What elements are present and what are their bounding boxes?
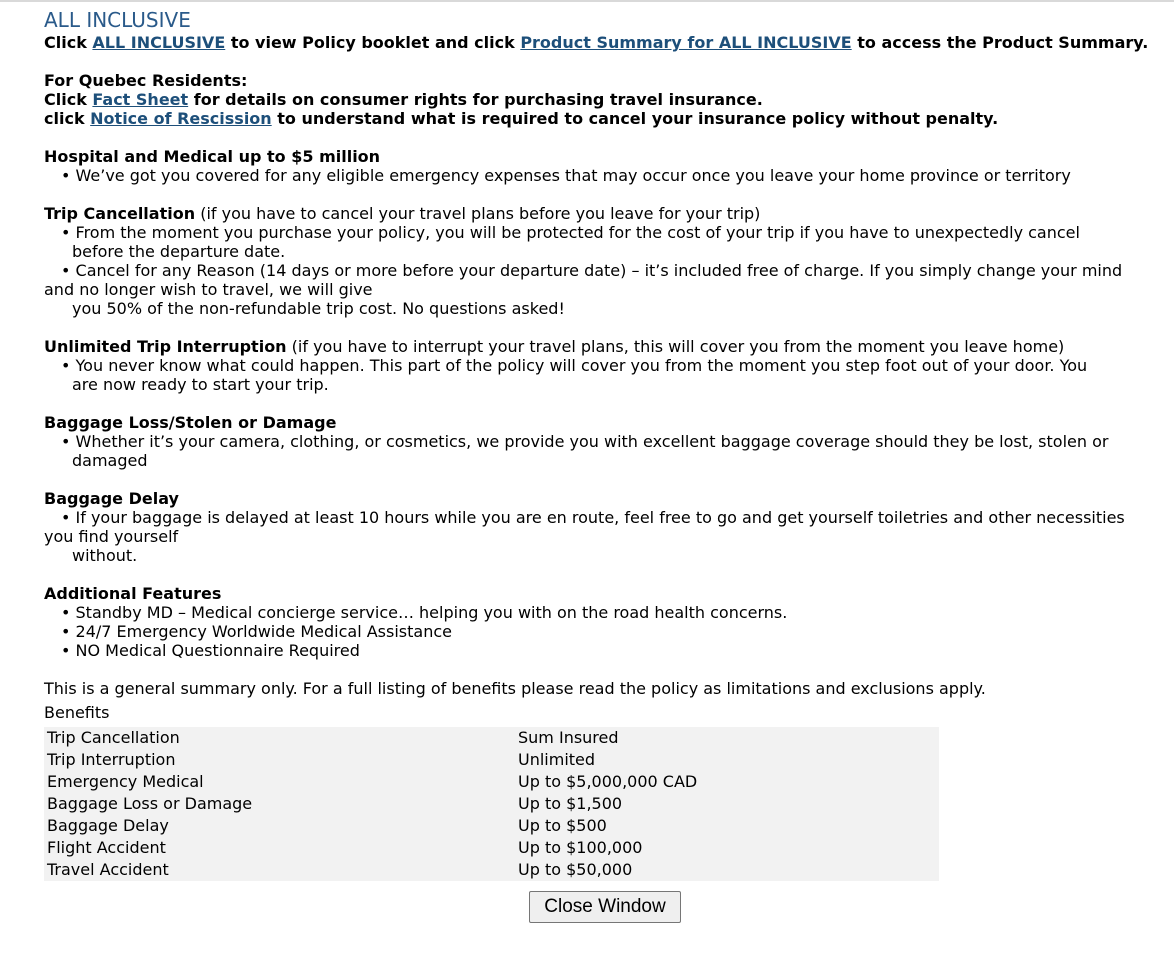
benefit-name: Baggage Delay [47,816,169,835]
additional-features-heading: Additional Features [44,584,222,603]
benefits-label: Benefits [44,703,110,722]
quebec-text: Click [44,90,93,109]
intro-text: to access the Product Summary. [851,33,1149,52]
benefit-value: Up to $50,000 [518,860,633,879]
notice-of-rescission-link[interactable]: Notice of Rescission [90,109,272,128]
hospital-bullet: • We’ve got you covered for any eligible emergency expenses that may occur once you leave your home province or territory [61,166,1071,185]
product-summary-link[interactable]: Product Summary for ALL INCLUSIVE [520,33,852,52]
intro-text: Click [44,33,93,52]
benefit-name: Trip Cancellation [47,728,180,747]
feature-item: • 24/7 Emergency Worldwide Medical Assistance [61,622,452,641]
benefits-table [44,727,939,881]
trip-cancellation-bullet-2-wrap: and no longer wish to travel, we will give [44,280,373,299]
trip-cancellation-subheading: (if you have to cancel your travel plans before you leave for your trip) [195,204,761,223]
summary-text: This is a general summary only. For a full listing of benefits please read the policy as limitations and exclusions apply. [44,679,986,698]
quebec-text: to understand what is required to cancel your insurance policy without penalty. [271,109,999,128]
baggage-delay-bullet-cont: without. [72,546,138,565]
trip-cancellation-bullet-1-cont: before the departure date. [72,242,286,261]
benefit-name: Travel Accident [47,860,169,879]
close-window-button[interactable]: Close Window [529,891,681,923]
interruption-heading: Unlimited Trip Interruption [44,337,287,356]
benefit-value: Sum Insured [518,728,619,747]
quebec-heading: For Quebec Residents: [44,71,248,90]
benefit-name: Trip Interruption [47,750,176,769]
feature-item: • Standby MD – Medical concierge service… helping you with on the road health concerns. [61,603,788,622]
fact-sheet-link[interactable]: Fact Sheet [92,90,189,109]
baggage-delay-bullet: • If your baggage is delayed at least 10 hours while you are en route, feel free to go and get yourself toiletries and other necessities [61,508,1125,527]
intro-line [44,33,1164,52]
benefit-value: Unlimited [518,750,596,769]
quebec-text: for details on consumer rights for purchasing travel insurance. [188,90,763,109]
all-inclusive-link[interactable]: ALL INCLUSIVE [92,33,226,52]
hospital-heading: Hospital and Medical up to $5 million [44,147,381,166]
benefit-value: Up to $5,000,000 CAD [518,772,698,791]
trip-cancellation-bullet-2-cont: you 50% of the non-refundable trip cost. No questions asked! [72,299,565,318]
baggage-loss-bullet: • Whether it’s your camera, clothing, or cosmetics, we provide you with excellent baggage coverage should they be lost, stolen or [61,432,1109,451]
trip-cancellation-heading-line [44,204,1164,223]
rescission-line [44,109,1164,128]
close-button-wrap [529,891,681,923]
baggage-delay-heading: Baggage Delay [44,489,179,508]
table-row [44,815,939,837]
benefit-value: Up to $1,500 [518,794,623,813]
top-border [0,0,1174,2]
table-row [44,771,939,793]
page-title: ALL INCLUSIVE [44,8,191,32]
table-row [44,859,939,881]
feature-item: • NO Medical Questionnaire Required [61,641,360,660]
trip-cancellation-bullet-1: • From the moment you purchase your policy, you will be protected for the cost of your trip if you have to unexpectedly cancel [61,223,1080,242]
benefit-name: Flight Accident [47,838,166,857]
benefit-value: Up to $500 [518,816,607,835]
benefit-name: Baggage Loss or Damage [47,794,253,813]
policy-content [44,7,1164,881]
interruption-bullet-cont: are now ready to start your trip. [72,375,329,394]
table-row [44,749,939,771]
fact-sheet-line [44,90,1164,109]
baggage-delay-bullet-wrap: you find yourself [44,527,179,546]
interruption-subheading: (if you have to interrupt your travel plans, this will cover you from the moment you leave home) [286,337,1065,356]
baggage-loss-bullet-cont: damaged [72,451,148,470]
benefit-name: Emergency Medical [47,772,204,791]
quebec-text: click [44,109,91,128]
benefit-value: Up to $100,000 [518,838,643,857]
interruption-heading-line [44,337,1164,356]
table-row [44,837,939,859]
baggage-loss-heading: Baggage Loss/Stolen or Damage [44,413,337,432]
trip-cancellation-bullet-2: • Cancel for any Reason (14 days or more before your departure date) – it’s included free of charge. If you simply change your mind [61,261,1123,280]
table-row [44,793,939,815]
table-row [44,727,939,749]
interruption-bullet: • You never know what could happen. This part of the policy will cover you from the moment you step foot out of your door. You [61,356,1088,375]
trip-cancellation-heading: Trip Cancellation [44,204,196,223]
intro-text: to view Policy booklet and click [225,33,521,52]
